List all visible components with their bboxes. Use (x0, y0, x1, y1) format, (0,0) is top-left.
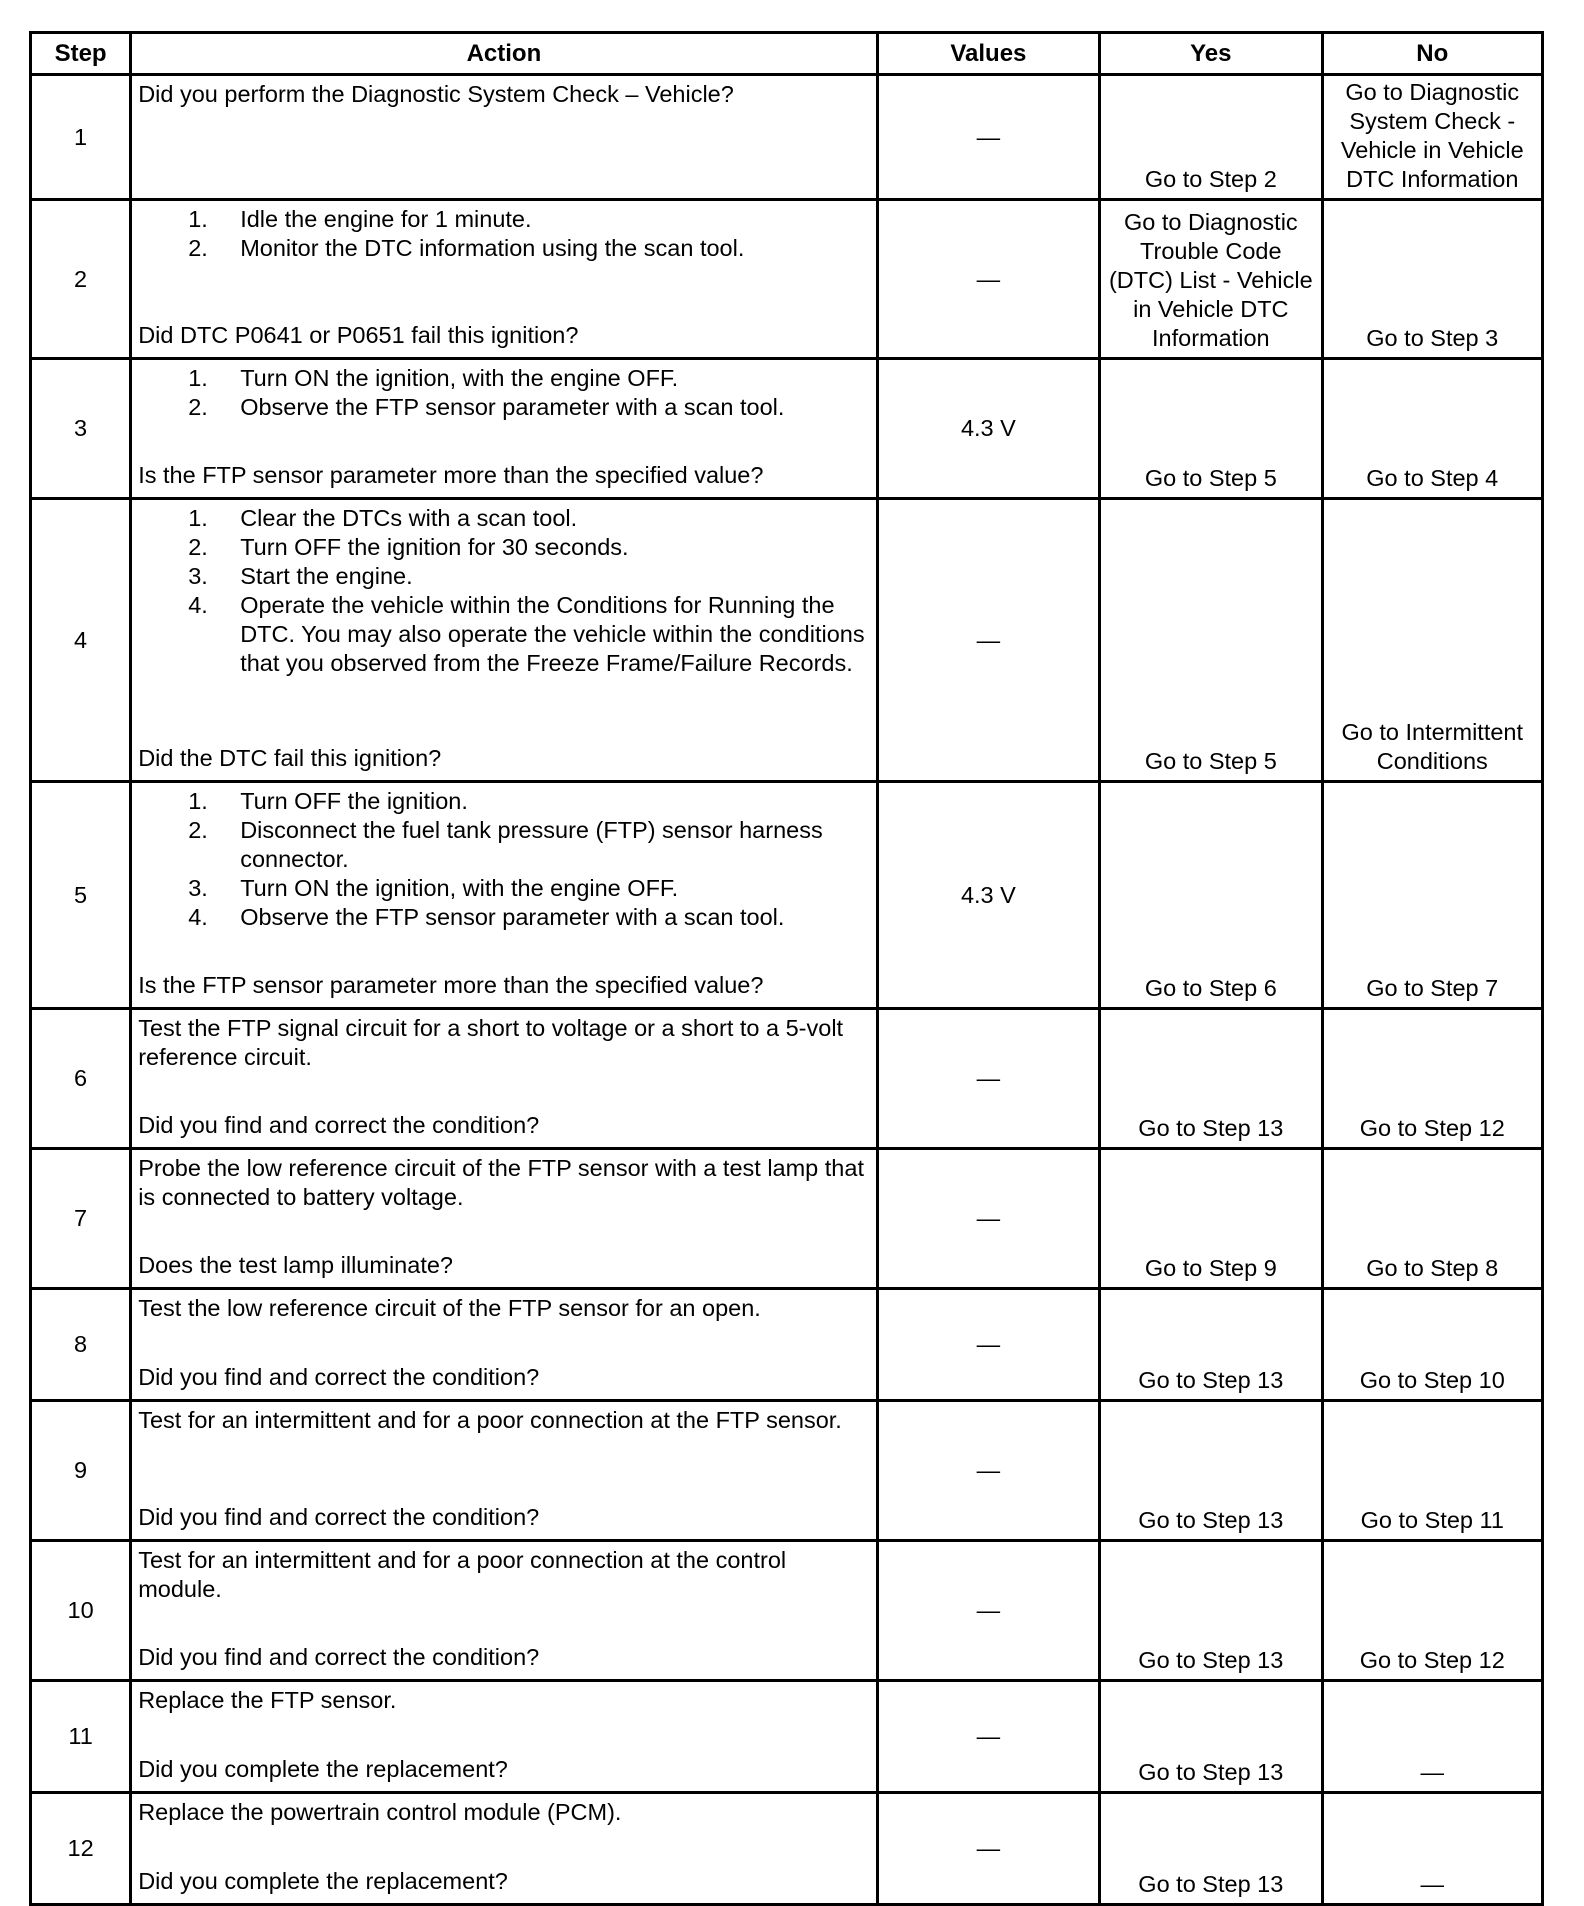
value-cell: 4.3 V (877, 359, 1099, 499)
list-item-text: Turn OFF the ignition. (240, 788, 468, 814)
value-cell: — (877, 1009, 1099, 1149)
action-list (138, 205, 869, 263)
no-link[interactable]: Go to Step 12 (1359, 1647, 1505, 1673)
action-instructions (138, 1798, 869, 1827)
no-link[interactable]: Go to Step 8 (1366, 1255, 1499, 1281)
action-cell (131, 1289, 877, 1401)
no-link[interactable]: Go to Diagnostic System Check - Vehicle in Vehicle DTC Information (1340, 79, 1524, 192)
value-cell: 4.3 V (877, 782, 1099, 1009)
action-list (138, 364, 869, 422)
table-row (31, 1681, 1543, 1793)
action-list-item (138, 504, 869, 533)
action-instructions (138, 364, 869, 422)
table-row (31, 200, 1543, 359)
no-link[interactable]: Go to Step 10 (1359, 1367, 1505, 1393)
action-cell (131, 75, 877, 200)
yes-link[interactable]: Go to Step 13 (1138, 1115, 1284, 1141)
step-number: 12 (31, 1793, 131, 1905)
list-item-text: Start the engine. (240, 563, 413, 589)
action-list-item (138, 393, 869, 422)
no-link[interactable]: Go to Step 12 (1359, 1115, 1505, 1141)
action-list-item (138, 787, 869, 816)
action-text: Did you perform the Diagnostic System Check – Vehicle? (138, 81, 734, 107)
action-content (132, 500, 875, 777)
action-list-item (138, 591, 869, 678)
action-content (132, 1290, 875, 1396)
list-number: 1. (188, 365, 208, 391)
table-row (31, 1289, 1543, 1401)
no-cell (1322, 200, 1542, 359)
action-cell (131, 200, 877, 359)
value-cell: — (877, 1681, 1099, 1793)
action-content (132, 1402, 875, 1536)
step-number: 1 (31, 75, 131, 200)
yes-link[interactable]: Go to Step 9 (1144, 1255, 1277, 1281)
no-cell (1322, 1289, 1542, 1401)
list-number: 3. (188, 875, 208, 901)
action-cell (131, 359, 877, 499)
header-action: Action (131, 33, 877, 75)
value-cell: — (877, 1289, 1099, 1401)
yes-link[interactable]: Go to Step 5 (1144, 465, 1277, 491)
list-number: 2. (188, 534, 208, 560)
list-number: 2. (188, 817, 208, 843)
action-text: Test for an intermittent and for a poor connection at the FTP sensor. (138, 1407, 842, 1433)
no-cell (1322, 782, 1542, 1009)
action-text: Probe the low reference circuit of the FTP sensor with a test lamp that is connected to battery voltage. (138, 1155, 864, 1210)
action-cell (131, 1401, 877, 1541)
action-list (138, 504, 869, 678)
no-link: — (1420, 1871, 1445, 1897)
action-question: Did you complete the replacement? (138, 1868, 508, 1894)
list-number: 1. (188, 788, 208, 814)
action-question: Did you find and correct the condition? (138, 1504, 540, 1530)
no-cell (1322, 75, 1542, 200)
action-instructions (138, 205, 869, 263)
yes-link[interactable]: Go to Step 5 (1144, 748, 1277, 774)
step-number: 9 (31, 1401, 131, 1541)
list-number: 4. (188, 592, 208, 618)
action-list (138, 787, 869, 932)
table-row (31, 1009, 1543, 1149)
step-number: 7 (31, 1149, 131, 1289)
no-cell (1322, 1681, 1542, 1793)
no-link[interactable]: Go to Intermittent Conditions (1341, 719, 1524, 774)
action-content (132, 1794, 875, 1900)
action-list-item (138, 234, 869, 263)
action-content (132, 1682, 875, 1788)
action-question: Did the DTC fail this ignition? (138, 745, 442, 771)
action-content (132, 76, 875, 195)
value-cell: — (877, 499, 1099, 782)
action-content (132, 1010, 875, 1144)
yes-link[interactable]: Go to Step 2 (1144, 166, 1277, 192)
action-instructions (138, 1546, 869, 1604)
action-content (132, 783, 875, 1004)
no-cell (1322, 1009, 1542, 1149)
list-number: 2. (188, 235, 208, 261)
no-link[interactable]: Go to Step 3 (1366, 325, 1499, 351)
yes-link[interactable]: Go to Step 13 (1138, 1871, 1284, 1897)
table-body (31, 75, 1543, 1905)
header-no: No (1322, 33, 1542, 75)
yes-cell (1100, 1401, 1322, 1541)
list-item-text: Clear the DTCs with a scan tool. (240, 505, 578, 531)
no-cell (1322, 1401, 1542, 1541)
no-link[interactable]: Go to Step 7 (1366, 975, 1499, 1001)
table-row (31, 1401, 1543, 1541)
action-list-item (138, 903, 869, 932)
action-list-item (138, 205, 869, 234)
yes-link[interactable]: Go to Step 13 (1138, 1367, 1284, 1393)
action-cell (131, 1009, 877, 1149)
table-row (31, 1541, 1543, 1681)
action-text: Test for an intermittent and for a poor connection at the control module. (138, 1547, 787, 1602)
yes-link[interactable]: Go to Step 13 (1138, 1759, 1284, 1785)
yes-cell (1100, 1149, 1322, 1289)
list-item-text: Turn OFF the ignition for 30 seconds. (240, 534, 629, 560)
step-number: 4 (31, 499, 131, 782)
list-item-text: Disconnect the fuel tank pressure (FTP) sensor harness connector. (240, 817, 823, 872)
list-number: 2. (188, 394, 208, 420)
list-item-text: Monitor the DTC information using the scan tool. (240, 235, 745, 261)
no-cell (1322, 1149, 1542, 1289)
table-row (31, 1149, 1543, 1289)
yes-cell (1100, 200, 1322, 359)
list-number: 1. (188, 505, 208, 531)
no-link: — (1420, 1759, 1445, 1785)
action-question: Did you find and correct the condition? (138, 1644, 540, 1670)
list-item-text: Idle the engine for 1 minute. (240, 206, 532, 232)
yes-cell (1100, 1681, 1322, 1793)
action-text: Replace the FTP sensor. (138, 1687, 397, 1713)
action-list-item (138, 562, 869, 591)
yes-cell (1100, 1541, 1322, 1681)
header-row (31, 33, 1543, 75)
action-list-item (138, 816, 869, 874)
no-cell (1322, 359, 1542, 499)
action-question: Did you find and correct the condition? (138, 1364, 540, 1390)
yes-cell (1100, 782, 1322, 1009)
step-number: 11 (31, 1681, 131, 1793)
value-cell: — (877, 1149, 1099, 1289)
action-instructions (138, 1406, 869, 1435)
value-cell: — (877, 75, 1099, 200)
list-number: 3. (188, 563, 208, 589)
step-number: 5 (31, 782, 131, 1009)
step-number: 10 (31, 1541, 131, 1681)
action-question: Does the test lamp illuminate? (138, 1252, 453, 1278)
yes-cell (1100, 359, 1322, 499)
action-content (132, 1150, 875, 1284)
diagnostic-table (29, 31, 1544, 1906)
no-cell (1322, 499, 1542, 782)
action-text: Test the low reference circuit of the FTP sensor for an open. (138, 1295, 761, 1321)
table-row (31, 499, 1543, 782)
action-content (132, 1542, 875, 1676)
action-content (132, 360, 875, 494)
yes-cell (1100, 75, 1322, 200)
yes-link[interactable]: Go to Step 13 (1138, 1507, 1284, 1533)
step-number: 3 (31, 359, 131, 499)
table-row (31, 75, 1543, 200)
step-number: 6 (31, 1009, 131, 1149)
list-item-text: Observe the FTP sensor parameter with a scan tool. (240, 904, 785, 930)
list-item-text: Observe the FTP sensor parameter with a scan tool. (240, 394, 785, 420)
list-item-text: Operate the vehicle within the Conditions for Running the DTC. You may also operate the vehicle within the conditions that you observed from the Freeze Frame/Failure Records. (240, 592, 865, 676)
action-instructions (138, 1014, 869, 1072)
action-instructions (138, 504, 869, 678)
action-cell (131, 1681, 877, 1793)
table-row (31, 782, 1543, 1009)
list-item-text: Turn ON the ignition, with the engine OFF. (240, 875, 679, 901)
table-row (31, 359, 1543, 499)
value-cell: — (877, 1541, 1099, 1681)
action-content (132, 201, 875, 354)
action-list-item (138, 364, 869, 393)
yes-cell (1100, 1009, 1322, 1149)
yes-cell (1100, 1793, 1322, 1905)
action-cell (131, 499, 877, 782)
action-text: Replace the powertrain control module (PCM). (138, 1799, 622, 1825)
action-question: Did you find and correct the condition? (138, 1112, 540, 1138)
action-list-item (138, 874, 869, 903)
action-question: Did DTC P0641 or P0651 fail this ignition? (138, 322, 579, 348)
list-item-text: Turn ON the ignition, with the engine OFF. (240, 365, 679, 391)
step-number: 8 (31, 1289, 131, 1401)
action-list-item (138, 533, 869, 562)
header-yes: Yes (1100, 33, 1322, 75)
yes-link[interactable]: Go to Diagnostic Trouble Code (DTC) List - Vehicle in Vehicle DTC Information (1108, 209, 1313, 351)
action-instructions (138, 787, 869, 932)
yes-link[interactable]: Go to Step 6 (1144, 975, 1277, 1001)
action-cell (131, 1541, 877, 1681)
value-cell: — (877, 1793, 1099, 1905)
action-instructions (138, 1294, 869, 1323)
value-cell: — (877, 1401, 1099, 1541)
action-cell (131, 1149, 877, 1289)
no-cell (1322, 1793, 1542, 1905)
list-number: 4. (188, 904, 208, 930)
list-number: 1. (188, 206, 208, 232)
action-text: Test the FTP signal circuit for a short to voltage or a short to a 5-volt reference circuit. (138, 1015, 844, 1070)
action-question: Is the FTP sensor parameter more than the specified value? (138, 462, 764, 488)
value-cell: — (877, 200, 1099, 359)
action-instructions (138, 1686, 869, 1715)
yes-link[interactable]: Go to Step 13 (1138, 1647, 1284, 1673)
no-link[interactable]: Go to Step 4 (1366, 465, 1499, 491)
yes-cell (1100, 499, 1322, 782)
yes-cell (1100, 1289, 1322, 1401)
header-values: Values (877, 33, 1099, 75)
action-cell (131, 782, 877, 1009)
header-step: Step (31, 33, 131, 75)
action-instructions (138, 80, 869, 109)
action-instructions (138, 1154, 869, 1212)
action-cell (131, 1793, 877, 1905)
step-number: 2 (31, 200, 131, 359)
no-cell (1322, 1541, 1542, 1681)
no-link[interactable]: Go to Step 11 (1360, 1507, 1504, 1533)
action-question: Did you complete the replacement? (138, 1756, 508, 1782)
table-row (31, 1793, 1543, 1905)
action-question: Is the FTP sensor parameter more than the specified value? (138, 972, 764, 998)
